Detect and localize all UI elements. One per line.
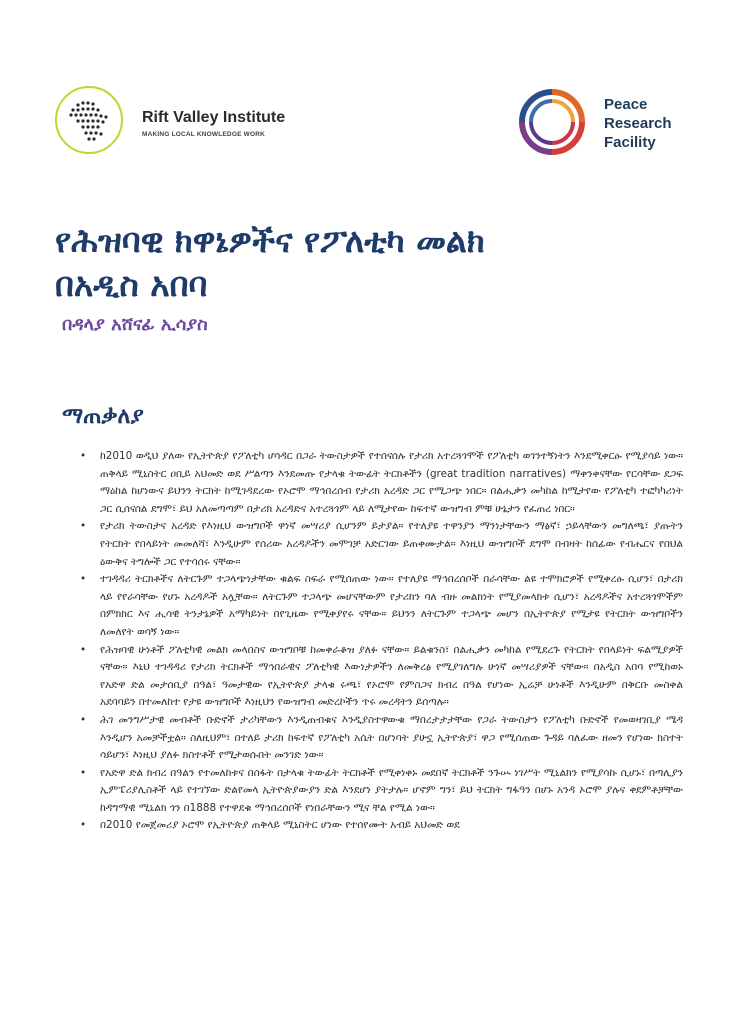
prf-name-line: Peace — [604, 96, 648, 113]
summary-heading: ማጠቃለያ — [62, 403, 144, 429]
summary-bullet: • የሕዝባዊ ሁነቶች ፖለቲካዊ መልክ መላበስና ውዝግቦቹ ከመቀራቆዝ ያለፉ ናቸው። ይልቁንስ፣ በልሒቃን መካከል የሚደረጉ የትርክት የበላይነት ፍልሚያዎች ናቸው። እኒህ ተገዳዳሪ የታሪክ ትርክቶች ማኅበራዊና ፖለቲካዊ እውነታዎችን ለመቅረፅ የሚያገለግሉ ሁነኛ መሣሪያዎች ናቸው። በአዲስ አበባ የሚከወኑ የአድዋ ድል መታሰቢያ በዓል፣ ዓመታዊው የኢትዮጵያ ታላቁ ሩጫ፣ የኦሮሞ የምስጋና ክብረ በዓል የሆነው ኢሬቻ ሁነቶች እንዲሁም በቅርቡ መስቀል አደባባይን በተመለከተ የታዩ ውዝግቦች እነዚህን የውዝግብ መድረኮችን ጥሩ መረዳትን ይሰጣሉ። — [80, 642, 683, 712]
summary-bullet: • የአድዋ ድል ክብረ በዓልን የተመለከቱና በሰፋት በታላቁ ትውፊት ትርክቶች የሚቀነቀኑ መደበኛ ትርክቶች ንጉሡ ነገሥት ሚኒልክን የሚያሳኩ ሲሆኑ፣ በጣሊያን ኢምፔሪያሊስቶች ላይ የተገኘው ድልየመላ ኢትዮጵያውያን ድል እንደሆነ ያትታሉ። ሆኖም ግን፣ ይህ ትርክት ግፋዓን በሆኑ አንዳ ኦሮሞ ያሉና ቀደምቶቻቸው ከዳግማዊ ሚኒልክ ጎን በ1888 የተዋደቁ ማኅበረሰቦች የነበራቸውን ሚና ቸል የሚል ነው። — [80, 765, 683, 818]
summary-bullet: • ሕገ መንግሥታዊ መብቶች ቡድኖች ታሪካቸውን እንዲጠብቁና እንዲያስተዋውቁ ማበረታታታቸው የጋራ ትውስታን የፖለቲካ ቡድኖች የመወዛገቢያ ሜዳ እንዲሆን አመቻችቷል። ስለዚህም፣ በተለይ ታሪክ ከፍተኛ የፖለቲካ አሴት በሆነባት ያሁኗ ኢትዮጵያ፣ ዋጋ የሚሰጠው ጉዳይ ባለፈው ዘመን የሆነው ክስተት ሳይሆን፣ እነዚህ ያለፉ ክስተቶች የሚታወሱበት መንገድ ነው። — [80, 712, 683, 765]
prf-name-line: Facility — [604, 134, 656, 151]
title-line: በአዲስ አበባ — [55, 265, 208, 304]
summary-list — [80, 448, 683, 835]
summary-bullet: • ከ2010 ወዲህ ያለው የኢትዮጵያ የፖለቲካ ሆሳዳር በጋራ ትውስታዎች የተሰናሰሉ የታሪክ አተረጓጎሞች የፖለቲካ ወገንተኝነትን እንደሚቀርፁ የሚያሳይ ነው። ጠቅላይ ሚኒስትር ዐቢይ አህመድ ወደ ሥልጣን እንደመጡ የታላቁ ትውፊት ትርክቶችን (great tradition narratives) ማቀንቀናቸው የርሳቸው ደጋፍ ማዕከል ከሆነውና ይህንን ትርክት ከሚገዳደረው የኦሮሞ ማኅበረሰብ የታሪክ አረዳድ ጋር የሚጋጭ ነበር። በልሒቃን መካከል ከሚታየው የፖለቲካ ተፎካካሪነት ጋር ሲሰናሰል ደግሞ፣ ይህ አለመጣጣም በታሪክ አረዳድና አተረጓጎም ላይ ለሚታየው ከፍተኛ ውዝግብ ምቹ ሁኔታን የፈጠረ ነበር። — [80, 448, 683, 518]
author-line: በዳላያ አሸናፊ ኢሳያስ — [62, 314, 208, 335]
summary-bullet: • የታሪክ ትውስታና አረዳድ የእነዚህ ውዝግቦች ዋነኛ መሣሪያ ሲሆንም ይታያል። የተለያዩ ተዋንያን ማንነታቸውን ማፅኛ፣ ኃይላቸውን መግለጫ፣ ያጡትን የትርክት የበላይነት መመለሻ፣ እንዲሁም የሰሪው አረዳዶችን መሞገቻ አድርገው ይጠቀሙታል። እነዚህ ውዝግቦች ደግሞ በብዛት ከሰፊው የብሔርና የበህል ዕውቅና ትግሎች ጋር የተሳሰሩ ናቸው። — [80, 518, 683, 571]
summary-bullet: • ተገዳዳሪ ትርክቶችና ለትርጉም ተጋላጭነታቸው ቁልፍ ስፍራ የሚሰጠው ነው። የተለያዩ ማኅበረሰቦች በራሳቸው ልዩ ተሞክሮዎች የሚቀረፁ ሲሆን፣ በታሪክ ላይ የየራሳቸው የሆኑ አረዳዶች አሏቸው። ለትርጉም ተጋላጭ መሆናቸውም የታሪክን ባለ ብዙ መልክነት የሚያመላክቱ ሲሆን፣ አረዳዶችና አተረጓጎሞችም በምክክር እና ሒሳዊ ትንታኔዎች አማካይነት በየጊዜው የሚቀያየሩ ናቸው። ይህንን ለትርጉም ተጋላጭ መሆን በኢትዮጵያ የሚታዩ የትርክት ውዝግቦችን ለመለየት ወሳኝ ነው። — [80, 571, 683, 641]
rvi-tagline: MAKING LOCAL KNOWLEDGE WORK — [142, 131, 265, 138]
prf-name-line: Research — [604, 115, 672, 132]
title-line: የሕዝባዊ ክዋኔዎችና የፖለቲካ መልክ — [55, 221, 485, 260]
summary-bullet: • በ2010 የመጀመሪያ ኦሮሞ የኢትዮጵያ ጠቅላይ ሚኒስትር ሆነው የተሰየሙት አብይ አህመድ ወደ — [80, 817, 683, 835]
rvi-name: Rift Valley Institute — [142, 109, 286, 126]
ring-logo-icon — [516, 86, 588, 158]
prf-name — [604, 95, 672, 152]
africa-map-icon — [54, 85, 124, 155]
document-title — [55, 219, 695, 307]
page-header — [0, 0, 743, 200]
